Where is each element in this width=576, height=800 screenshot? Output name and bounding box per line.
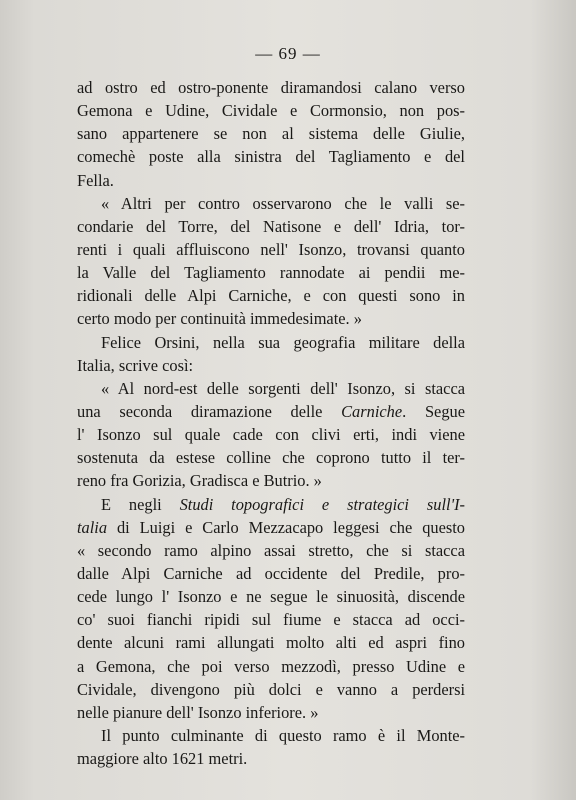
text-line [77,516,465,539]
text-line [77,284,465,307]
italic-text-segment: talia [77,517,108,537]
text-segment: Fella. [77,170,114,190]
text-line [77,400,465,423]
text-segment: cede lungo l' Isonzo e ne segue le sinuosità, discende [77,587,465,607]
text-line [77,585,465,608]
text-line [77,377,465,400]
text-segment: ridionali delle Alpi Carniche, e con questi sono in [77,286,465,306]
text-segment: l' Isonzo sul quale cade con clivi erti, indi viene [77,425,465,445]
text-line [77,724,465,747]
text-segment: « Al nord-est delle sorgenti dell' Isonzo, si stacca [101,378,465,398]
text-line [77,307,465,330]
text-segment: co' suoi fianchi ripidi sul fiume e stacca ad occi- [77,610,465,630]
text-line [77,99,465,122]
text-segment: . Segue [402,401,465,421]
italic-text-segment: Carniche [341,401,403,421]
text-line [77,631,465,654]
text-line [77,701,465,724]
text-segment: Felice Orsini, nella sua geografia militare della [101,332,465,352]
text-segment: reno fra Gorizia, Gradisca e Butrio. » [77,471,322,491]
text-segment: sano appartenere se non al sistema delle Giulie, [77,124,465,144]
text-segment: renti i quali affluiscono nell' Isonzo, trovansi quanto [77,239,465,259]
text-segment: comechè poste alla sinistra del Tagliamento e del [77,147,465,167]
text-segment: ad ostro ed ostro-ponente diramandosi calano verso [77,78,465,97]
text-segment: sostenuta da estese colline che coprono tutto il ter- [77,448,465,468]
text-line [77,169,465,192]
text-line [77,331,465,354]
text-line [77,539,465,562]
text-line [77,354,465,377]
text-segment: la Valle del Tagliamento rannodate ai pendii me- [77,263,465,283]
text-line [77,145,465,168]
text-line [77,747,465,770]
text-line [77,215,465,238]
text-segment: una seconda diramazione delle [77,401,342,421]
text-line [77,261,465,284]
text-segment: nelle pianure dell' Isonzo inferiore. » [77,702,319,722]
italic-text-segment: Studi topografici e strategici sull'I- [179,494,465,514]
text-line [77,446,465,469]
text-line [77,76,465,99]
text-line [77,655,465,678]
text-segment: « Altri per contro osservarono che le valli se- [101,193,465,213]
text-segment: maggiore alto 1621 metri. [77,749,248,769]
text-line [77,238,465,261]
page-number: — 69 — [255,44,321,63]
text-segment: Cividale, divengono più dolci e vanno a perdersi [77,679,465,699]
text-segment: dente alcuni rami allungati molto alti ed aspri fino [77,633,465,653]
text-segment: a Gemona, che poi verso mezzodì, presso Udine e [77,656,465,676]
text-segment: Gemona e Udine, Cividale e Cormonsio, non pos- [77,101,465,121]
text-segment: E negli [101,494,180,514]
text-segment: Italia, scrive così: [77,355,194,375]
text-line [77,678,465,701]
text-line [77,423,465,446]
text-segment: condarie del Torre, del Natisone e dell' Idria, tor- [77,216,465,236]
text-segment: « secondo ramo alpino assai stretto, che si stacca [77,540,465,560]
text-line [77,469,465,492]
text-segment: di Luigi e Carlo Mezzacapo leggesi che questo [107,517,465,537]
text-segment: dalle Alpi Carniche ad occidente del Predile, pro- [77,563,465,583]
text-line [77,122,465,145]
text-line [77,562,465,585]
text-line [77,192,465,215]
text-segment: Il punto culminante di questo ramo è il Monte- [101,725,465,745]
text-line [77,493,465,516]
page-body-text [77,76,465,770]
text-segment: certo modo per continuità immedesimate. » [77,309,362,329]
text-line [77,608,465,631]
